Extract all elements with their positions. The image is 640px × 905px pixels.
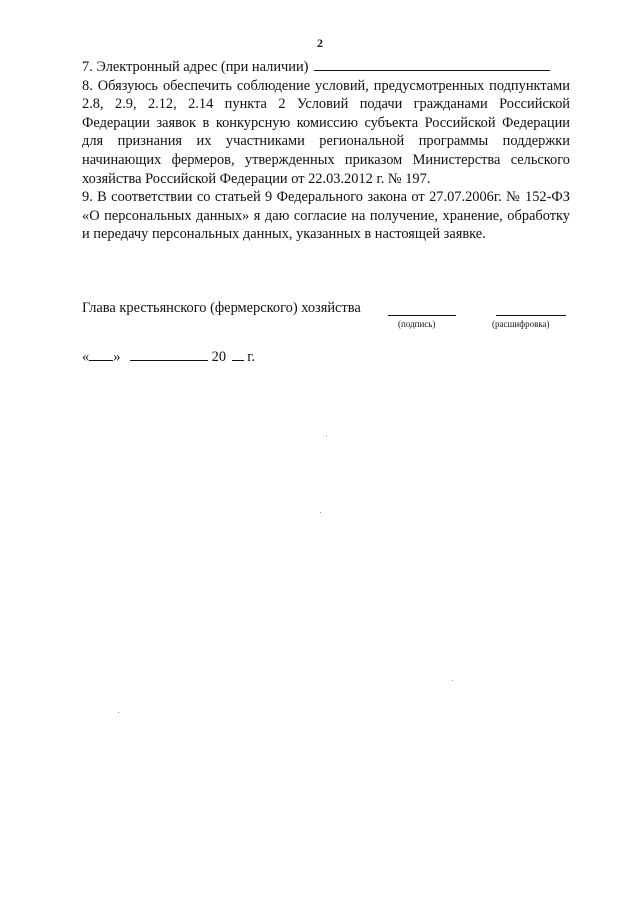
date-month-blank[interactable] xyxy=(130,348,208,361)
scan-speck xyxy=(320,512,321,513)
date-year-blank[interactable] xyxy=(232,348,244,361)
item-7-label: 7. Электронный адрес (при наличии) xyxy=(82,59,309,75)
item-8-obligation: 8. Обязуюсь обеспечить соблюдение условий, предусмотренных подпунктами 2.8, 2.9, 2.12, 2.14 пункта 2 Условий подачи гражданами Российской Федерации заявок в конкурсную комиссию субъекта Российской Федерации для признания их участниками региональной программы поддержки начинающих фермеров, утвержденных приказом Министерства сельского хозяйства Российской Федерации от 22.03.2012 г. № 197. xyxy=(82,77,570,187)
date-year-prefix: 20 xyxy=(211,349,227,365)
scan-speck xyxy=(452,680,453,681)
item-9-consent: 9. В соответствии со статьей 9 Федерального закона от 27.07.2006г. № 152-ФЗ «О персональных данных» я даю согласие на получение, хранение, обработку и передачу персональных данных, указанных в настоящей заявке. xyxy=(82,189,570,243)
signature-label: Глава крестьянского (фермерского) хозяйства xyxy=(82,300,361,316)
signature-caption: (подпись) xyxy=(398,319,436,329)
date-line xyxy=(82,348,255,366)
date-close-quote: » xyxy=(113,349,121,365)
scan-speck xyxy=(326,436,327,437)
application-body xyxy=(82,58,570,244)
date-year-suffix: г. xyxy=(247,349,256,365)
signature-line[interactable] xyxy=(388,315,456,316)
date-day-blank[interactable] xyxy=(89,348,113,361)
item-7-email xyxy=(82,58,570,77)
decoding-line[interactable] xyxy=(496,315,566,316)
date-open-quote: « xyxy=(82,349,90,365)
decoding-caption: (расшифровка) xyxy=(492,319,550,329)
page-number: 2 xyxy=(317,36,323,50)
email-blank-line[interactable] xyxy=(314,58,550,71)
scan-speck xyxy=(118,712,119,713)
